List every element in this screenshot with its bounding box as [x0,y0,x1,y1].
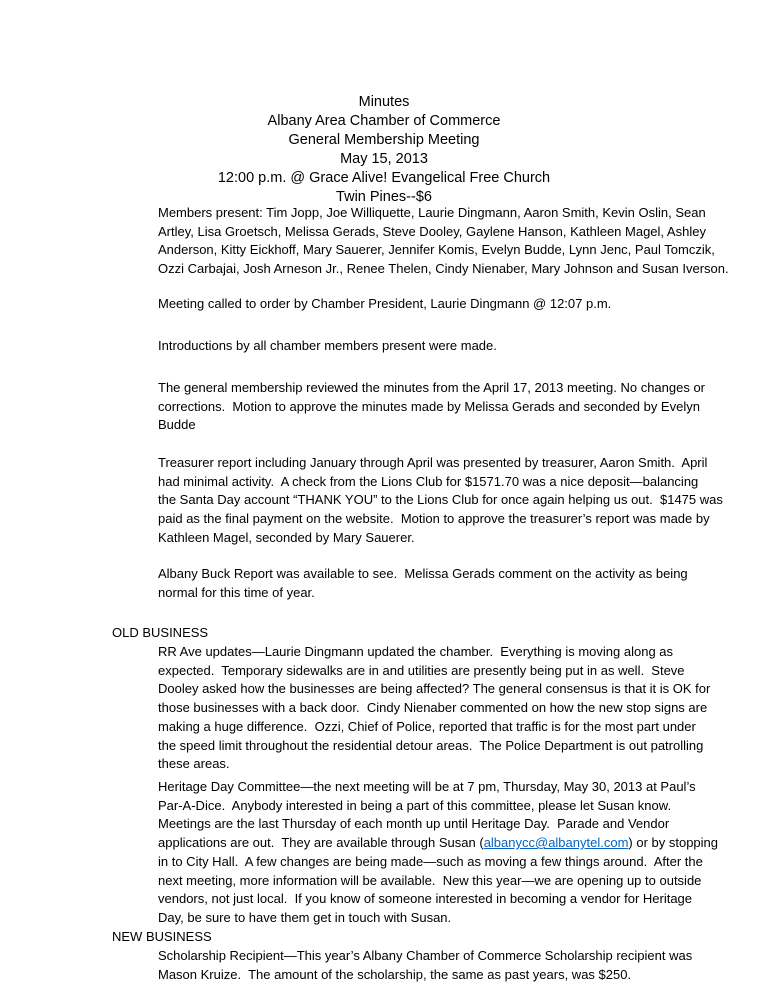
text-line: Dooley asked how the businesses are being affected? The general consensus is that it is OK for [158,681,711,697]
call-to-order [158,295,611,314]
text-line: Par-A-Dice. Anybody interested in being a part of this committee, please let Susan know. [158,797,672,813]
title-line: General Membership Meeting [288,132,480,148]
text-line: those businesses with a back door. Cindy Nienaber commented on how the new stop signs are [158,700,708,716]
text-line: Ozzi Carbajai, Josh Arneson Jr., Renee Thelen, Cindy Nienaber, Mary Johnson and Susan Iverson. [158,261,729,277]
title-line: 12:00 p.m. @ Grace Alive! Evangelical Free Church [217,170,551,186]
text-line: Artley, Lisa Groetsch, Melissa Gerads, Steve Dooley, Gaylene Hanson, Kathleen Magel, Ashley [158,223,706,239]
members-present [158,204,729,279]
text-line: Kathleen Magel, seconded by Mary Sauerer. [158,529,415,545]
text-line: Albany Buck Report was available to see. Melissa Gerads comment on the activity as being [158,566,688,581]
heritage-day [158,778,718,928]
text-line: Introductions by all chamber members present were made. [158,338,497,353]
title-line: Twin Pines--$6 [336,189,432,205]
text-line: in to City Hall. A few changes are being made—such as moving a few things around. After the [158,853,703,869]
scholarship [158,947,692,984]
text-line: next meeting, more information will be available. New this year—we are opening up to outside [158,872,702,888]
rr-ave-updates [158,643,710,774]
text-line: the speed limit throughout the residential detour areas. The Police Department is out patrolling [158,737,704,753]
email-link[interactable]: albanycc@albanytel.com [483,835,629,851]
albany-buck-report [158,565,688,602]
text-line: Anderson, Kitty Eickhoff, Mary Sauerer, Jennifer Komis, Evelyn Budde, Lynn Jenc, Paul Tomczik, [158,242,715,258]
document-title-block [0,93,768,207]
text-line: had minimal activity. A check from the Lions Club for $1571.70 was a nice deposit—balancing [158,473,699,489]
title-line: Albany Area Chamber of Commerce [267,113,501,129]
text-line: expected. Temporary sidewalks are in and utilities are presently being put in as well. Steve [158,662,685,678]
old-business-heading: OLD BUSINESS [112,625,209,640]
new-business-heading: NEW BUSINESS [112,929,212,944]
text-line: Treasurer report including January through April was presented by treasurer, Aaron Smith. April [158,455,708,470]
text-segment: applications are out. They are available through Susan ( [158,835,484,851]
text-line: these areas. [158,756,230,772]
title-line: Minutes [358,94,410,110]
text-line: making a huge difference. Ozzi, Chief of Police, reported that traffic is for the most part under [158,718,696,734]
text-line: Scholarship Recipient—This year’s Albany Chamber of Commerce Scholarship recipient was [158,948,693,963]
text-line: RR Ave updates—Laurie Dingmann updated the chamber. Everything is moving along as [158,644,674,659]
text-line: The general membership reviewed the minutes from the April 17, 2013 meeting. No changes or [158,380,706,395]
text-line: Budde [158,417,196,433]
text-line: the Santa Day account “THANK YOU” to the Lions Club for once again helping us out. $1475 was [158,492,723,508]
text-line: Day, be sure to have them get in touch with Susan. [158,909,452,925]
title-line: May 15, 2013 [340,151,428,167]
text-line: Members present: Tim Jopp, Joe Williquette, Laurie Dingmann, Aaron Smith, Kevin Oslin, Sean [158,205,706,220]
introductions [158,337,497,356]
minutes-review [158,379,705,435]
text-segment: ) or by stopping [628,835,719,851]
text-line: Meeting called to order by Chamber President, Laurie Dingmann @ 12:07 p.m. [158,296,612,311]
text-line: Heritage Day Committee—the next meeting will be at 7 pm, Thursday, May 30, 2013 at Paul’s [158,779,696,794]
text-line: vendors, not just local. If you know of someone interested in becoming a vendor for Heritage [158,891,693,907]
treasurer-report [158,454,723,548]
text-line [158,834,718,853]
text-line: corrections. Motion to approve the minutes made by Melissa Gerads and seconded by Evelyn [158,398,700,414]
text-line: normal for this time of year. [158,584,315,600]
text-line: Mason Kruize. The amount of the scholarship, the same as past years, was $250. [158,966,632,982]
text-line: Meetings are the last Thursday of each month up until Heritage Day. Parade and Vendor [158,816,670,832]
text-line: paid as the final payment on the website. Motion to approve the treasurer’s report was made by [158,511,710,527]
